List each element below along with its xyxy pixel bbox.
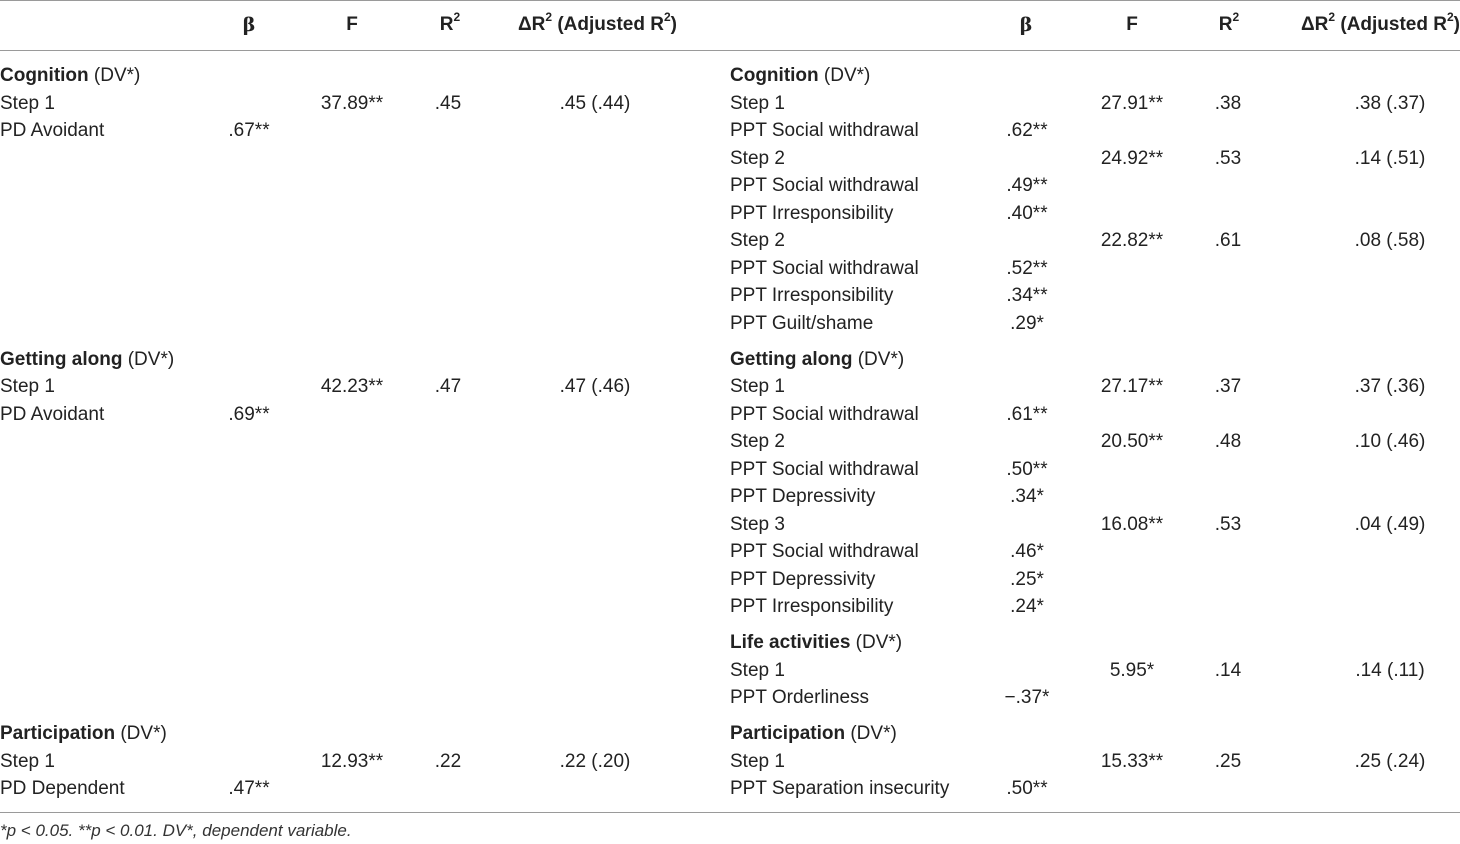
cell-dr2: .45 (.44)	[559, 93, 631, 114]
section-title: Cognition	[0, 65, 89, 86]
right-table-row	[0, 227, 1460, 255]
cell-beta: .52**	[1006, 258, 1048, 279]
right-table-row	[0, 720, 1460, 748]
right-table-row	[0, 90, 1460, 118]
right-table-row	[0, 775, 1460, 803]
table-footnote: *p < 0.05. **p < 0.01. DV*, dependent variable.	[0, 821, 352, 840]
row-label: PD Dependent	[0, 778, 125, 799]
right-table-row	[0, 511, 1460, 539]
section-heading	[730, 629, 990, 657]
row-label: Step 2	[730, 431, 785, 452]
cell-beta: .24*	[1010, 596, 1044, 617]
row-label: PPT Social withdrawal	[730, 120, 919, 141]
right-table-row	[0, 200, 1460, 228]
row-label: PPT Irresponsibility	[730, 203, 894, 224]
cell-beta: .67**	[228, 120, 270, 141]
right-header-r2-sup: 2	[1232, 9, 1240, 24]
section-title: Participation	[0, 723, 116, 744]
section-dv-tag: (DV*)	[818, 65, 871, 86]
row-label: Step 1	[730, 376, 785, 397]
section-title: Participation	[730, 723, 846, 744]
right-table-row	[0, 538, 1460, 566]
section-dv-tag: (DV*)	[122, 349, 175, 370]
cell-f: 16.08**	[1100, 514, 1164, 535]
cell-dr2: .04 (.49)	[1354, 514, 1426, 535]
left-header-f: F	[346, 14, 358, 35]
row-label: Step 1	[0, 93, 55, 114]
cell-dr2: .14 (.51)	[1354, 148, 1426, 169]
cell-r2: .53	[1214, 514, 1242, 535]
right-table-row	[0, 483, 1460, 511]
cell-beta: −.37*	[1004, 687, 1050, 708]
row-label: PPT Depressivity	[730, 486, 876, 507]
right-header-beta: β	[1019, 14, 1033, 36]
cell-f: 42.23**	[320, 376, 384, 397]
right-header-dr2-mid: (Adjusted R	[1335, 14, 1447, 35]
cell-r2: .61	[1214, 230, 1242, 251]
row-label: PPT Social withdrawal	[730, 258, 919, 279]
cell-dr2: .08 (.58)	[1354, 230, 1426, 251]
row-label: PPT Irresponsibility	[730, 285, 894, 306]
left-header-dr2-pre: ΔR	[518, 14, 546, 35]
cell-beta: .50**	[1006, 778, 1048, 799]
cell-r2: .38	[1214, 93, 1242, 114]
cell-f: 27.17**	[1100, 376, 1164, 397]
section-title: Cognition	[730, 65, 819, 86]
cell-r2: .25	[1214, 751, 1242, 772]
cell-dr2: .38 (.37)	[1354, 93, 1426, 114]
cell-f: 37.89**	[320, 93, 384, 114]
cell-beta: .61**	[1006, 404, 1048, 425]
row-label: Step 1	[0, 376, 55, 397]
row-label: Step 1	[0, 751, 55, 772]
right-table-row	[0, 684, 1460, 712]
row-label: PD Avoidant	[0, 404, 105, 425]
cell-f: 22.82**	[1100, 230, 1164, 251]
right-table-row	[0, 310, 1460, 338]
cell-f: 24.92**	[1100, 148, 1164, 169]
right-table-row	[0, 748, 1460, 776]
row-label: PPT Social withdrawal	[730, 175, 919, 196]
row-label: Step 2	[730, 230, 785, 251]
right-table-row	[0, 401, 1460, 429]
section-dv-tag: (DV*)	[115, 723, 167, 744]
cell-beta: .50**	[1006, 459, 1048, 480]
cell-beta: .34**	[1006, 285, 1048, 306]
table-bottom-rule	[0, 812, 1460, 813]
row-label: PPT Social withdrawal	[730, 404, 919, 425]
right-table-row	[0, 657, 1460, 685]
cell-f: 12.93**	[320, 751, 384, 772]
row-label: PPT Depressivity	[730, 569, 876, 590]
cell-beta: .40**	[1006, 203, 1048, 224]
right-header-dr2-post: )	[1453, 14, 1460, 35]
section-title: Life activities	[730, 632, 851, 653]
right-table-row	[0, 255, 1460, 283]
section-heading	[730, 346, 990, 374]
cell-dr2: .25 (.24)	[1354, 751, 1426, 772]
cell-dr2: .47 (.46)	[559, 376, 631, 397]
cell-f: 5.95*	[1109, 660, 1155, 681]
right-header-dr2-sup: 2	[1328, 9, 1336, 24]
left-header-r2-base: R	[439, 14, 454, 35]
row-label: Step 3	[730, 514, 785, 535]
cell-f: 20.50**	[1100, 431, 1164, 452]
row-label: PD Avoidant	[0, 120, 105, 141]
section-dv-tag: (DV*)	[88, 65, 141, 86]
cell-dr2: .22 (.20)	[559, 751, 631, 772]
right-table-row	[0, 428, 1460, 456]
cell-beta: .47**	[228, 778, 270, 799]
right-header-dr2-sup2: 2	[1446, 9, 1454, 24]
cell-beta: .49**	[1006, 175, 1048, 196]
section-heading	[730, 720, 990, 748]
cell-beta: .62**	[1006, 120, 1048, 141]
cell-r2: .53	[1214, 148, 1242, 169]
right-table-row	[0, 593, 1460, 621]
cell-dr2: .10 (.46)	[1354, 431, 1426, 452]
cell-beta: .25*	[1010, 569, 1044, 590]
left-header-dr2-mid: (Adjusted R	[552, 14, 664, 35]
section-title: Getting along	[0, 349, 123, 370]
left-header-dr2-sup: 2	[545, 9, 553, 24]
left-header-dr2-post: )	[670, 14, 677, 35]
right-table-row	[0, 282, 1460, 310]
section-title: Getting along	[730, 349, 853, 370]
row-label: PPT Social withdrawal	[730, 459, 919, 480]
section-dv-tag: (DV*)	[850, 632, 903, 653]
cell-r2: .22	[434, 751, 462, 772]
row-label: Step 2	[730, 148, 785, 169]
row-label: PPT Separation insecurity	[730, 778, 950, 799]
row-label: PPT Irresponsibility	[730, 596, 894, 617]
right-table-row	[0, 62, 1460, 90]
section-heading	[730, 62, 990, 90]
left-header-beta: β	[242, 14, 256, 36]
cell-dr2: .14 (.11)	[1355, 660, 1425, 681]
right-table-row	[0, 373, 1460, 401]
row-label: PPT Orderliness	[730, 687, 870, 708]
cell-beta: .34*	[1010, 486, 1044, 507]
row-label: PPT Social withdrawal	[730, 541, 919, 562]
right-table-row	[0, 145, 1460, 173]
section-dv-tag: (DV*)	[852, 349, 905, 370]
left-header-dr2-sup2: 2	[663, 9, 671, 24]
cell-r2: .47	[434, 376, 462, 397]
cell-r2: .48	[1214, 431, 1242, 452]
cell-r2: .37	[1214, 376, 1242, 397]
cell-r2: .45	[434, 93, 462, 114]
right-table-row	[0, 629, 1460, 657]
cell-f: 15.33**	[1100, 751, 1164, 772]
row-label: Step 1	[730, 751, 785, 772]
right-header-dr2-pre: ΔR	[1301, 14, 1329, 35]
right-header-f: F	[1126, 14, 1138, 35]
section-dv-tag: (DV*)	[845, 723, 897, 744]
right-header-r2-base: R	[1218, 14, 1233, 35]
right-table-row	[0, 456, 1460, 484]
cell-r2: .14	[1214, 660, 1242, 681]
right-table-row	[0, 117, 1460, 145]
cell-beta: .46*	[1010, 541, 1044, 562]
row-label: Step 1	[730, 660, 785, 681]
row-label: PPT Guilt/shame	[730, 313, 874, 334]
right-table-row	[0, 566, 1460, 594]
cell-dr2: .37 (.36)	[1354, 376, 1426, 397]
cell-f: 27.91**	[1100, 93, 1164, 114]
right-table-row	[0, 346, 1460, 374]
left-header-r2-sup: 2	[453, 9, 461, 24]
right-table-row	[0, 172, 1460, 200]
cell-beta: .29*	[1010, 313, 1044, 334]
row-label: Step 1	[730, 93, 785, 114]
cell-beta: .69**	[228, 404, 270, 425]
